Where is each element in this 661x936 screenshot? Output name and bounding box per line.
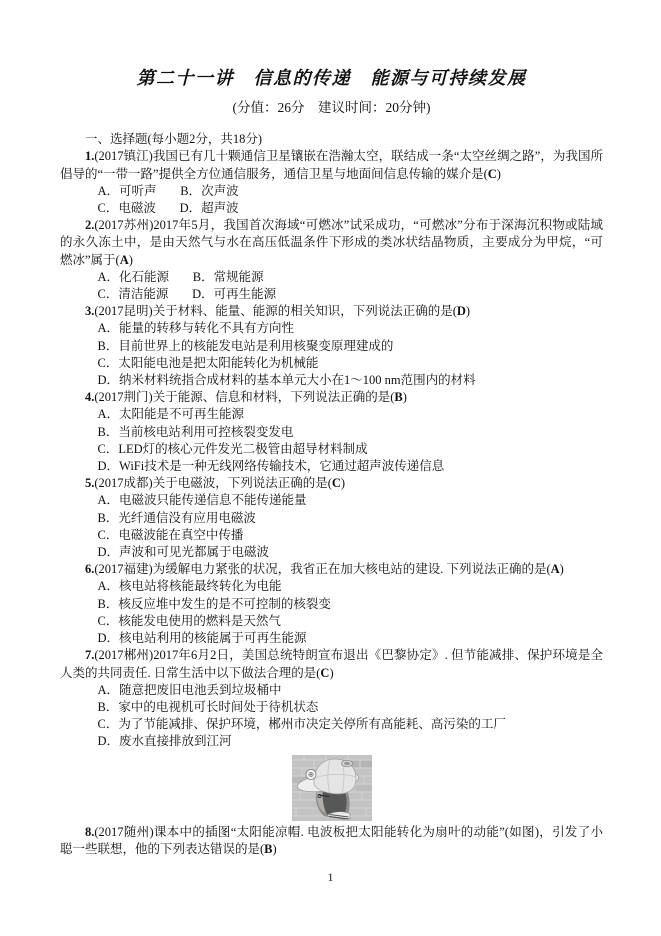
answer-letter: C [487,166,497,181]
option-row [60,699,603,716]
question-stem [60,824,603,858]
option-b: B．光纤通信没有应用电磁波 [97,510,256,525]
option-a: A．可听声 [97,183,157,198]
close-paren: ) [329,665,334,680]
stem-text: (2017郴州)2017年6月2日，美国总统特朗宣布退出《巴黎协定》. 但节能减排、保护环境是全人类的共同责任. 日常生活中以下做法合理的是( [60,648,603,680]
option-d: D．WiFi技术是一种无线网络传输技术，它通过超声波传递信息 [97,459,445,474]
question-stem [60,217,603,269]
hat-fan [306,769,316,779]
option-row [60,492,603,509]
option-c: C．核能发电使用的燃料是天然气 [97,613,281,628]
question-4 [60,389,603,475]
answer-letter: D [456,304,466,319]
question-7 [60,647,603,750]
question-8 [60,824,603,858]
answer-letter: B [394,390,403,405]
question-stem [60,475,603,492]
option-row [60,613,603,630]
option-row [60,183,603,200]
close-paren: ) [128,252,133,267]
stem-text: (2017荆门)关于能源、信息和材料，下列说法正确的是( [94,390,395,405]
question-2 [60,217,603,303]
close-paren: ) [465,304,471,319]
close-paren: ) [272,841,277,856]
answer-letter: A [550,562,560,577]
option-row [60,716,603,733]
page-title: 第二十一讲 信息的传递 能源与可持续发展 [136,68,527,88]
stem-text: (2017成都)关于电磁波，下列说法正确的是( [94,476,332,491]
question-1 [60,148,603,217]
option-row [60,355,603,372]
option-row [60,458,603,475]
option-d: D．废水直接排放到江河 [97,734,232,749]
option-row [60,424,603,441]
question-number: 6. [85,562,95,577]
option-row [60,544,603,561]
option-row [60,733,603,750]
stem-text: (2017昆明)关于材料、能量、能源的相关知识，下列说法正确的是( [94,304,457,319]
close-paren: ) [559,562,564,577]
answer-letter: B [264,841,273,856]
option-row [60,269,603,286]
option-b: B．次声波 [180,183,239,198]
question-6 [60,561,603,647]
option-row [60,682,603,699]
score-time-subtitle: (分值：26分 建议时间：20分钟) [232,100,431,115]
option-row [60,630,603,647]
option-a: A．随意把废旧电池丢到垃圾桶中 [97,682,282,697]
option-row [60,200,603,217]
option-b: B．常规能源 [192,269,264,284]
option-b: B．家中的电视机可长时间处于待机状态 [97,699,319,714]
question-number: 2. [85,218,95,233]
option-row [60,372,603,389]
option-d: D．超声波 [179,201,239,216]
option-c: C．清洁能源 [97,287,169,302]
solar-hat-figure [60,755,603,821]
page-number: 1 [327,869,334,884]
question-3 [60,303,603,389]
option-row [60,406,603,423]
option-a: A．核电站将核能最终转化为电能 [97,579,282,594]
stem-text: (2017福建)为缓解电力紧张的状况，我省正在加大核电站的建设. 下列说法正确的是( [94,562,551,577]
question-stem [60,389,603,406]
option-a: A．能量的转移与转化不具有方向性 [97,321,295,336]
answer-letter: A [119,252,129,267]
option-c: C．LED灯的核心元件发光二极管由超导材料制成 [97,441,368,456]
question-number: 3. [85,304,95,319]
question-number: 1. [85,149,95,164]
question-5 [60,475,603,561]
option-d: D．声波和可见光都属于电磁波 [97,545,270,560]
option-row [60,320,603,337]
question-stem [60,303,603,320]
stem-text: (2017镇江)我国已有几十颗通信卫星镶嵌在浩瀚太空，联结成一条“太空丝绸之路”，为我国所倡导的“一带一路”提供全方位通信服务，通信卫星与地面间信息传输的媒介是( [60,149,603,181]
option-c: C．为了节能减排、保护环境，郴州市决定关停所有高能耗、高污染的工厂 [97,717,506,732]
option-b: B．当前核电站利用可控核裂变发电 [97,424,294,439]
option-row [60,286,603,303]
close-paren: ) [496,166,501,181]
option-row [60,510,603,527]
close-paren: ) [402,390,407,405]
option-d: D．可再生能源 [192,287,277,302]
question-number: 5. [85,476,95,491]
section-heading: 一、选择题(每小题2分，共18分) [85,132,263,147]
option-d: D．核电站利用的核能属于可再生能源 [97,631,307,646]
option-b: B．目前世界上的核能发电站是利用核聚变原理建成的 [97,338,394,353]
option-c: C．电磁波能在真空中传播 [97,527,244,542]
option-a: A．电磁波只能传递信息不能传递能量 [97,493,307,508]
option-row [60,596,603,613]
option-row [60,578,603,595]
answer-letter: C [320,665,330,680]
question-number: 4. [85,390,95,405]
question-number: 7. [85,648,95,663]
stem-text: (2017苏州)2017年5月，我国首次海域“可燃冰”试采成功，“可燃冰”分布于深海沉积物或陆域的永久冻土中，是由天然气与水在高压低温条件下形成的类冰状结晶物质，主要成分为甲烷，“可燃冰”属于( [60,218,603,267]
close-paren: ) [340,476,346,491]
option-row [60,338,603,355]
stem-text: (2017随州)课本中的插图“太阳能凉帽. 电波板把太阳能转化为扇叶的动能”(如图)，引发了小聪一些联想，他的下列表达错误的是( [60,824,603,856]
hat-top-vent [341,760,352,766]
question-stem [60,148,603,182]
option-c: C．电磁波 [97,201,156,216]
option-row [60,441,603,458]
option-a: A．化石能源 [97,269,170,284]
option-c: C．太阳能电池是把太阳能转化为机械能 [97,355,319,370]
solar-hat-photo [292,755,372,821]
question-stem [60,561,603,578]
option-d: D．纳米材料统指合成材料的基本单元大小在1～100 nm范围内的材料 [97,373,476,388]
option-a: A．太阳能是不可再生能源 [97,407,245,422]
answer-letter: C [331,476,341,491]
question-stem [60,647,603,681]
option-row [60,527,603,544]
option-b: B．核反应堆中发生的是不可控制的核裂变 [97,596,331,611]
question-number: 8. [85,824,95,839]
